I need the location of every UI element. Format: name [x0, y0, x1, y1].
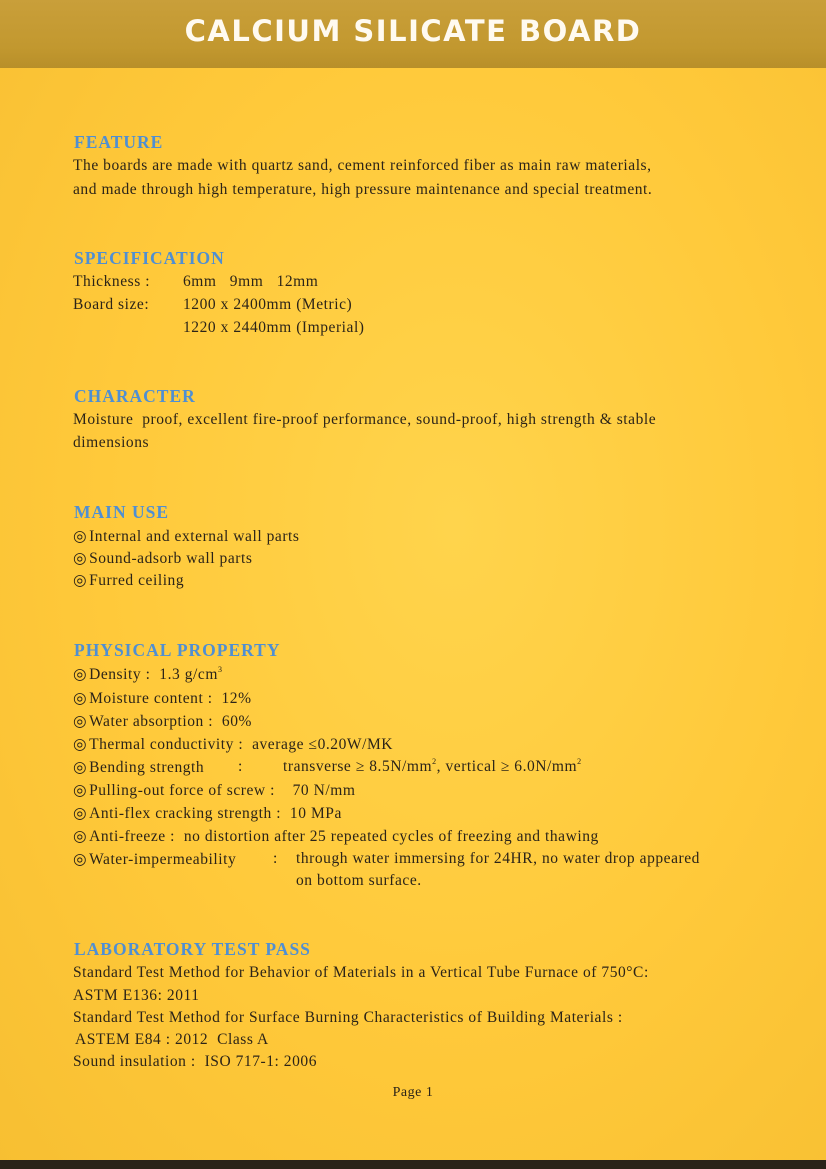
bending-values: [283, 758, 582, 776]
bullet-icon: ◎: [73, 736, 88, 753]
page-title: CALCIUM SILICATE BOARD: [184, 14, 642, 48]
physical-property-heading: PHYSICAL PROPERTY: [74, 640, 281, 660]
bending-label: Bending strength: [89, 759, 205, 776]
thermal-text: Thermal conductivity : average ≤0.20W/MK: [89, 736, 394, 753]
water-impermeability-label: Water-impermeability: [89, 851, 237, 868]
bullet-icon: ◎: [73, 666, 88, 683]
character-text-line-1: Moisture proof, excellent fire-proof performance, sound-proof, high strength & stable: [73, 411, 657, 428]
laboratory-line-2: ASTM E136: 2011: [73, 987, 200, 1004]
bullet-icon: ◎: [73, 828, 88, 845]
bottom-bar: [0, 1160, 826, 1169]
laboratory-line-5: Sound insulation : ISO 717-1: 2006: [73, 1053, 318, 1070]
pulling-text: Pulling-out force of screw : 70 N/mm: [89, 782, 356, 799]
specification-heading: SPECIFICATION: [74, 248, 225, 268]
water-impermeability-line-2: on bottom surface.: [296, 872, 422, 889]
water-absorption-text: Water absorption : 60%: [89, 713, 252, 730]
bullet-icon: ◎: [73, 805, 88, 822]
character-text-line-2: dimensions: [73, 434, 150, 451]
water-impermeability-line-1: through water immersing for 24HR, no water drop appeared: [296, 850, 700, 867]
feature-heading: FEATURE: [74, 132, 164, 152]
feature-text-line-2: and made through high temperature, high pressure maintenance and special treatment.: [73, 181, 653, 198]
board-size-metric: 1200 x 2400mm (Metric): [183, 296, 353, 313]
main-use-heading: MAIN USE: [74, 502, 170, 522]
thermal-row: [73, 735, 393, 754]
main-use-item-text: Furred ceiling: [89, 572, 185, 589]
density-label: Density :: [89, 666, 151, 683]
bullet-icon: ◎: [73, 782, 88, 799]
feature-text-line-1: The boards are made with quartz sand, cement reinforced fiber as main raw materials,: [73, 157, 652, 174]
thickness-values: 6mm 9mm 12mm: [183, 273, 319, 290]
thickness-label: Thickness :: [73, 273, 151, 290]
bullet-icon: ◎: [73, 572, 88, 589]
main-use-item-text: Sound-adsorb wall parts: [89, 550, 253, 567]
title-banner: [0, 0, 826, 68]
laboratory-line-4: ASTEM E84 : 2012 Class A: [75, 1031, 269, 1048]
water-absorption-row: [73, 712, 252, 731]
page-number: Page 1: [392, 1085, 434, 1100]
water-impermeability-row: [73, 850, 236, 869]
bending-separator: :: [238, 758, 243, 775]
bullet-icon: ◎: [73, 851, 88, 868]
bullet-icon: ◎: [73, 550, 88, 567]
density-superscript: 3: [217, 665, 223, 674]
board-size-label: Board size:: [73, 296, 150, 313]
bending-superscript: 2: [577, 757, 582, 766]
bending-superscript: 2: [432, 757, 437, 766]
water-impermeability-separator: :: [273, 850, 278, 867]
pulling-row: [73, 781, 355, 800]
laboratory-line-1: Standard Test Method for Behavior of Materials in a Vertical Tube Furnace of 750°C:: [73, 964, 649, 981]
density-row: [73, 665, 223, 684]
main-use-item: [73, 527, 299, 546]
main-use-item: [73, 549, 252, 568]
anti-flex-row: [73, 804, 342, 823]
moisture-row: [73, 689, 252, 708]
bullet-icon: ◎: [73, 528, 88, 545]
anti-flex-text: Anti-flex cracking strength : 10 MPa: [89, 805, 342, 822]
bullet-icon: ◎: [73, 759, 88, 776]
bending-row: [73, 758, 204, 777]
bending-vertical: , vertical ≥ 6.0N/mm: [436, 758, 578, 775]
main-use-item: [73, 571, 184, 590]
board-size-imperial: 1220 x 2440mm (Imperial): [183, 319, 365, 336]
moisture-text: Moisture content : 12%: [89, 690, 252, 707]
main-use-item-text: Internal and external wall parts: [89, 528, 300, 545]
bullet-icon: ◎: [73, 690, 88, 707]
bending-transverse: transverse ≥ 8.5N/mm: [283, 758, 433, 775]
laboratory-heading: LABORATORY TEST PASS: [74, 939, 311, 959]
density-value: 1.3 g/cm: [159, 666, 218, 683]
anti-freeze-text: Anti-freeze : no distortion after 25 repeated cycles of freezing and thawing: [89, 828, 599, 845]
anti-freeze-row: [73, 827, 599, 846]
character-heading: CHARACTER: [74, 386, 196, 406]
bullet-icon: ◎: [73, 713, 88, 730]
laboratory-line-3: Standard Test Method for Surface Burning Characteristics of Building Materials :: [73, 1009, 623, 1026]
